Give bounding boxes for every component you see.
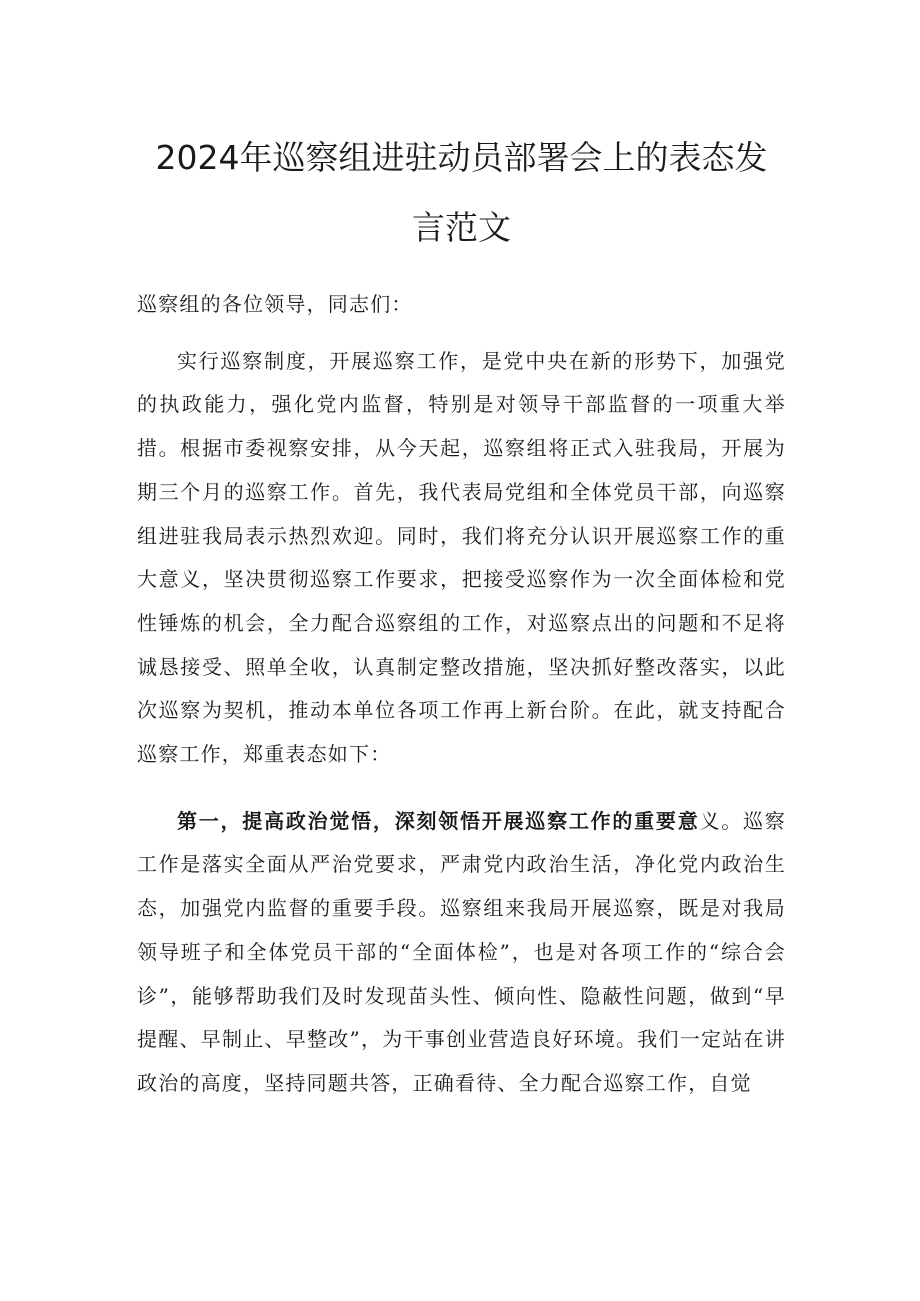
paragraph-2-heading: 第一，提高政治觉悟，深刻领悟开展巡察工作的重要意 <box>177 808 700 833</box>
document-title-line-2: 言范文 <box>412 208 511 247</box>
salutation: 巡察组的各位领导，同志们： <box>137 292 413 316</box>
document-title-line-1: 2024年巡察组进驻动员部署会上的表态发 <box>155 138 768 177</box>
paragraph-2 <box>137 800 786 1106</box>
paragraph-2-body: 义。巡察工作是落实全面从严治党要求，严肃党内政治生活，净化党内政治生态，加强党内监督的重要手段。巡察组来我局开展巡察，既是对我局领导班子和全体党员干部的“全面体检”，也是对各项工作的“综合会诊”，能够帮助我们及时发现苗头性、倾向性、隐蔽性问题，做到“早提醒、早制止、早整改”，为干事创业营造良好环境。我们一定站在讲政治的高度，坚持同题共答，正确看待、全力配合巡察工作，自觉 <box>137 808 786 1095</box>
paragraph-1: 实行巡察制度，开展巡察工作，是党中央在新的形势下，加强党的执政能力，强化党内监督，特别是对领导干部监督的一项重大举措。根据市委视察安排，从今天起，巡察组将正式入驻我局，开展为期三个月的巡察工作。首先，我代表局党组和全体党员干部，向巡察组进驻我局表示热烈欢迎。同时，我们将充分认识开展巡察工作的重大意义，坚决贯彻巡察工作要求，把接受巡察作为一次全面体检和党性锤炼的机会，全力配合巡察组的工作，对巡察点出的问题和不足将诚恳接受、照单全收，认真制定整改措施，坚决抓好整改落实，以此次巡察为契机，推动本单位各项工作再上新台阶。在此，就支持配合巡察工作，郑重表态如下： <box>137 348 786 767</box>
